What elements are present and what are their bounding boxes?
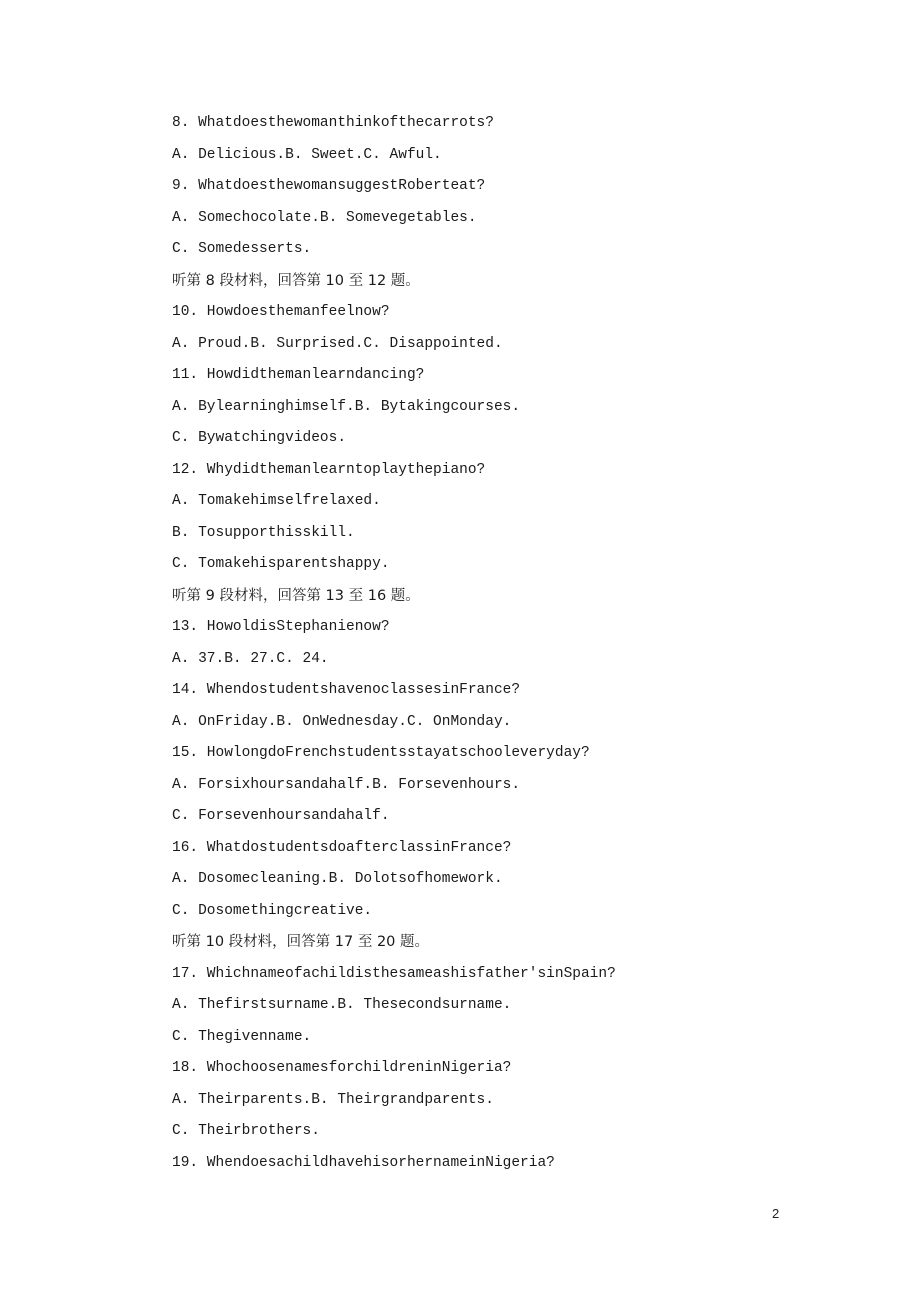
question-8: 8. Whatdoesthewomanthinkofthecarrots?: [172, 115, 494, 131]
page-number: 2: [772, 1206, 780, 1221]
question-9: 9. WhatdoesthewomansuggestRoberteat?: [172, 178, 486, 194]
section-heading-8: 听第 8 段材料，回答第 10 至 12 题。: [172, 272, 420, 289]
options-18-ab: A. Theirparents.B. Theirgrandparents.: [172, 1091, 494, 1108]
section-heading-9: 听第 9 段材料，回答第 13 至 16 题。: [172, 587, 420, 604]
question-13: 13. HowoldisStephanienow?: [172, 619, 390, 635]
question-14: 14. WhendostudentshavenoclassesinFrance?: [172, 682, 521, 698]
options-15-c: C. Forsevenhoursandahalf.: [172, 808, 390, 824]
options-18-c: C. Theirbrothers.: [172, 1123, 320, 1139]
options-9-c: C. Somedesserts.: [172, 241, 312, 257]
options-12-a: A. Tomakehimselfrelaxed.: [172, 493, 381, 509]
options-12-c: C. Tomakehisparentshappy.: [172, 556, 390, 572]
options-14: A. OnFriday.B. OnWednesday.C. OnMonday.: [172, 713, 512, 730]
options-9-ab: A. Somechocolate.B. Somevegetables.: [172, 209, 477, 226]
options-10: A. Proud.B. Surprised.C. Disappointed.: [172, 335, 503, 352]
options-11-ab: A. Bylearninghimself.B. Bytakingcourses.: [172, 398, 521, 415]
question-16: 16. WhatdostudentsdoafterclassinFrance?: [172, 839, 512, 856]
options-17-c: C. Thegivenname.: [172, 1028, 312, 1045]
options-15-ab: A. Forsixhoursandahalf.B. Forsevenhours.: [172, 776, 521, 793]
question-11: 11. Howdidthemanlearndancing?: [172, 367, 425, 383]
question-10: 10. Howdoesthemanfeelnow?: [172, 304, 390, 320]
question-17: 17. Whichnameofachildisthesameashisfather'sinSpain?: [172, 965, 616, 982]
options-13: A. 37.B. 27.C. 24.: [172, 650, 329, 667]
options-17-ab: A. Thefirstsurname.B. Thesecondsurname.: [172, 997, 512, 1013]
question-15: 15. HowlongdoFrenchstudentsstayatschooleveryday?: [172, 745, 590, 761]
options-11-c: C. Bywatchingvideos.: [172, 430, 347, 446]
question-19: 19. WhendoesachildhavehisorhernameinNigeria?: [172, 1154, 555, 1171]
section-heading-10: 听第 10 段材料，回答第 17 至 20 题。: [172, 934, 430, 950]
options-8: A. Delicious.B. Sweet.C. Awful.: [172, 146, 442, 163]
options-16-c: C. Dosomethingcreative.: [172, 902, 373, 919]
options-16-ab: A. Dosomecleaning.B. Dolotsofhomework.: [172, 871, 503, 887]
options-12-b: B. Tosupporthisskill.: [172, 524, 355, 541]
question-list: [172, 112, 772, 1183]
question-12: 12. Whydidthemanlearntoplaythepiano?: [172, 461, 486, 478]
question-18: 18. WhochoosenamesforchildreninNigeria?: [172, 1060, 512, 1076]
